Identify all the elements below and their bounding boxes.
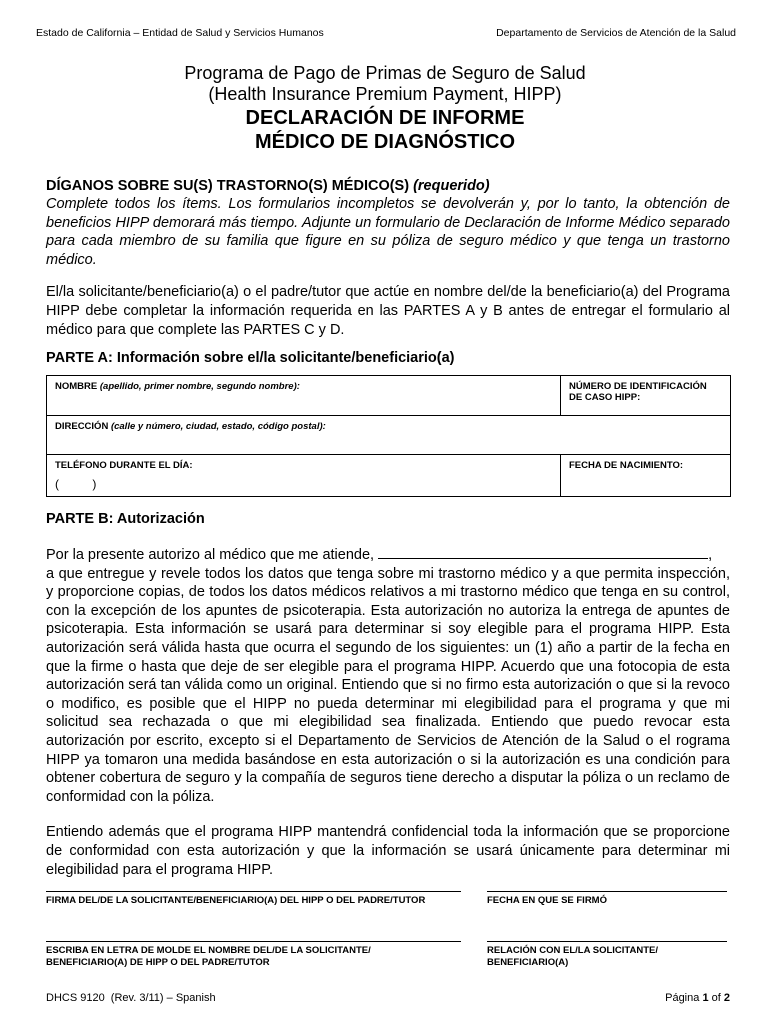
relationship-label — [487, 945, 658, 969]
part-b-heading: PARTE B: Autorización — [46, 511, 205, 527]
page-word: Página — [665, 992, 700, 1004]
phone-field[interactable] — [47, 455, 561, 497]
page-number — [665, 992, 730, 1004]
relationship-line[interactable] — [487, 941, 727, 942]
confidentiality-paragraph: Entiendo además que el programa HIPP mantendrá confidencial toda la información que se proporcione de conformidad con esta autorización y que la información se usará únicamente para determinar mi elegibilidad para el programa HIPP. — [46, 824, 730, 878]
name-field-label — [55, 381, 300, 392]
physician-name-line[interactable] — [378, 544, 708, 559]
page-of: of — [711, 992, 721, 1004]
print-name-label — [46, 945, 371, 969]
case-id-field[interactable] — [561, 376, 731, 416]
intro-heading-text: DÍGANOS SOBRE SU(S) TRASTORNO(S) MÉDICO(S) — [46, 178, 410, 194]
auth-first-line: Por la presente autorizo al médico que me atiende, , — [46, 544, 730, 565]
dob-label: FECHA DE NACIMIENTO: — [569, 460, 683, 471]
phone-area-code: ( ) — [55, 477, 97, 491]
title-block — [0, 63, 770, 154]
instructions-text: Complete todos los ítems. Los formularios incompletos se devolverán y, por lo tanto, la obtención de beneficios HIPP demorará más tiempo. Adjunte un formulario de Declaración de Informe Médico separado para cada miembro de su familia que figure en su póliza de seguro médico y que tenga un trastorno médico. — [46, 196, 730, 268]
address-field-label — [55, 421, 326, 432]
intro-section — [46, 177, 730, 339]
relationship-label-line2: BENEFICIARIO(A) — [487, 957, 569, 968]
header-department: Departamento de Servicios de Atención de la Salud — [496, 27, 736, 39]
form-title-line1: DECLARACIÓN DE INFORME — [245, 107, 525, 129]
address-label: DIRECCIÓN — [55, 421, 109, 432]
dob-field[interactable] — [561, 455, 731, 497]
relationship-label-line1: RELACIÓN CON EL/LA SOLICITANTE/ — [487, 945, 658, 956]
print-name-label-line1: ESCRIBA EN LETRA DE MOLDE EL NOMBRE DEL/DE LA SOLICITANTE/ — [46, 945, 371, 956]
address-hint: (calle y número, ciudad, estado, código postal): — [110, 421, 326, 432]
page-current: 1 — [702, 992, 709, 1004]
date-signed-line[interactable] — [487, 891, 727, 892]
form-title-line2: MÉDICO DE DIAGNÓSTICO — [254, 131, 515, 153]
address-field[interactable] — [47, 416, 731, 455]
auth-start-text: Por la presente autorizo al médico que me atiende, — [46, 547, 375, 563]
program-subtitle: (Health Insurance Premium Payment, HIPP) — [208, 84, 562, 104]
part-a-form — [46, 375, 731, 497]
part-b-section — [46, 510, 730, 879]
print-name-label-line2: BENEFICIARIO(A) DE HIPP O DEL PADRE/TUTOR — [46, 957, 270, 968]
auth-paragraph: a que entregue y revele todos los datos que tenga sobre mi trastorno médico y a que permita inspección, y proporcione copias, de todos los datos médicos relativos a mi trastorno médico que tenga en su control, con la excepción de los apuntes de psicoterapia. Esta autorización no autoriza la entrega de apuntes de psicoterapia. Esta información se usará para determinar si soy elegible para el programa HIPP. Esta autorización será válida hasta que ocurra el segundo de los siguientes: un (1) año a partir de la fecha en que la firme o hasta que deje de ser elegible para el programa HIPP. Acuerdo que una fotocopia de esta autorización será tan válida como un original. Entiendo que si no firmo esta autorización o que si la revoco o modifico, es posible que el HIPP no pueda determinar mi elegibilidad para el programa y que mi solicitud sea rechazada o que mi elegibilidad sea finalizada. Entiendo que puedo revocar esta autorización por escrito, excepto si el Departamento de Servicios de Atención de la Salud o el rograma HIPP ya tomaron una medida basándose en esta autorización o si la autorización es una condición para obtener cobertura de seguro y la compañía de seguros tiene derecho a disputar la póliza o un reclamo de conformidad con la póliza. — [46, 565, 730, 805]
name-field[interactable] — [47, 376, 561, 416]
name-hint: (apellido, primer nombre, segundo nombre): — [99, 381, 300, 392]
page-total: 2 — [723, 992, 730, 1004]
signature-label: FIRMA DEL/DE LA SOLICITANTE/BENEFICIARIO(A) DEL HIPP O DEL PADRE/TUTOR — [46, 895, 426, 906]
header-agency: Estado de California – Entidad de Salud y Servicios Humanos — [36, 27, 324, 39]
intro-heading-note: (requerido) — [413, 178, 490, 194]
date-signed-label: FECHA EN QUE SE FIRMÓ — [487, 895, 607, 906]
case-id-label: NÚMERO DE IDENTIFICACIÓN DE CASO HIPP: — [569, 381, 707, 403]
intro-paragraph: El/la solicitante/beneficiario(a) o el padre/tutor que actúe en nombre del/de la beneficiario(a) del Programa HIPP debe completar la información requerida en las PARTES A y B antes de entregar el formulario al médico para que complete las PARTES C y D. — [46, 284, 730, 338]
part-a-heading: PARTE A: Información sobre el/la solicitante/beneficiario(a) — [46, 350, 455, 366]
name-label: NOMBRE — [55, 381, 98, 392]
program-title: Programa de Pago de Primas de Seguro de Salud — [184, 63, 586, 83]
signature-line[interactable] — [46, 891, 461, 892]
part-a-heading-wrap — [46, 349, 730, 367]
print-name-line[interactable] — [46, 941, 461, 942]
phone-label: TELÉFONO DURANTE EL DÍA: — [55, 460, 193, 471]
intro-heading — [46, 177, 730, 195]
form-id: DHCS 9120 (Rev. 3/11) – Spanish — [46, 992, 216, 1004]
